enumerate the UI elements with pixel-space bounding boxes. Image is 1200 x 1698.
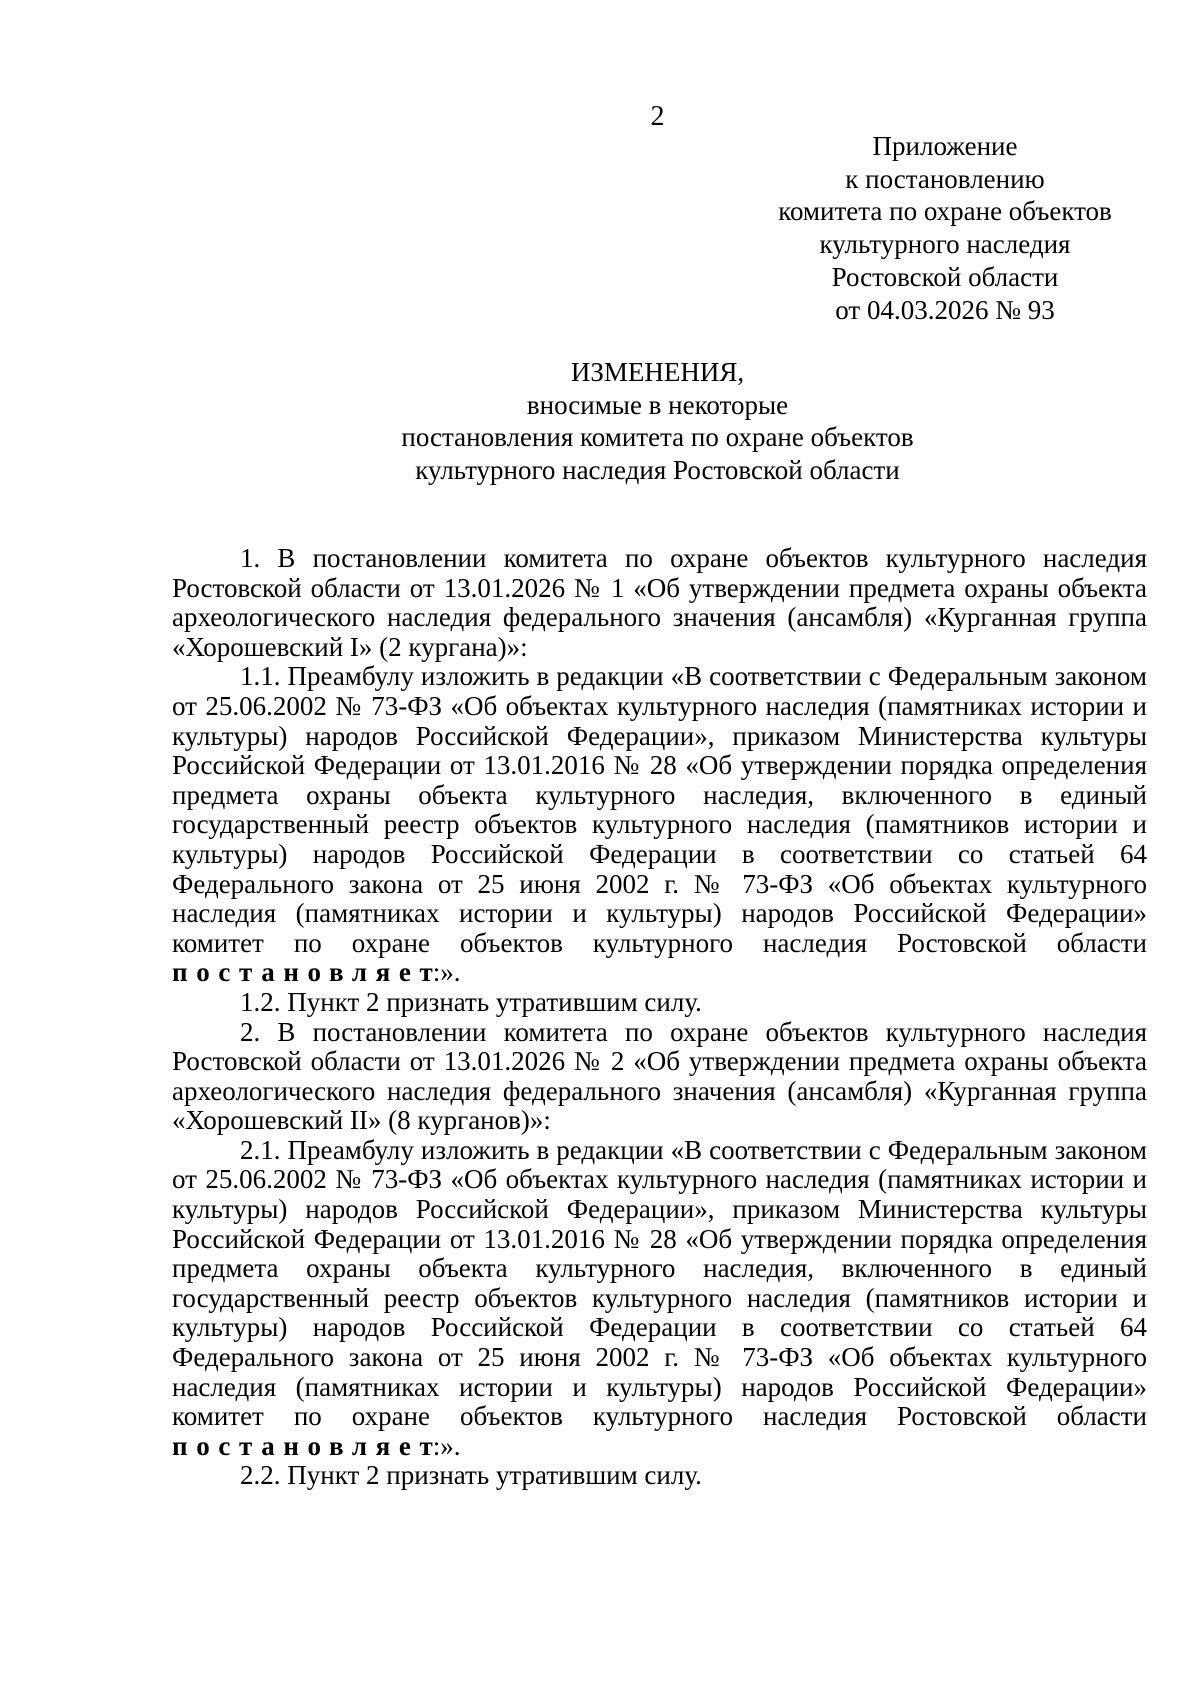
appendix-line: комитета по охране объектов (778, 196, 1112, 227)
page-number: 2 (650, 101, 665, 132)
item-1-1-text: 1.1. Преамбулу изложить в редакции «В соответствии с Федеральным законом от 25.06.2002 № 73-ФЗ «Об объектах культурного наследия (памятниках истории и культуры) народов Российской Федерации», приказом Министерства культуры Российской Федерации от 13.01.2016 № 28 «Об утверждении порядка определения предмета охраны объекта культурного наследия, включенного в единый государственный реестр объектов культурного наследия (памятников истории и культуры) народов Российской Федерации в соответствии со статьей 64 Федерального закона от 25 июня 2002 г. № 73-ФЗ «Об объектах культурного наследия (памятниках истории и культуры) народов Российской Федерации» комитет по охране объектов культурного наследия Ростовской области (172, 661, 1147, 958)
resolves-word: постановляет (172, 1430, 433, 1461)
appendix-line: Ростовской области (831, 261, 1059, 292)
document-title (170, 356, 1145, 486)
paragraph-item-2-2: 2.2. Пункт 2 признать утратившим силу. (240, 1460, 702, 1491)
appendix-line: к постановлению (845, 163, 1045, 194)
appendix-line: Приложение (872, 131, 1018, 161)
item-2-1-text: 2.1. Преамбулу изложить в редакции «В соответствии с Федеральным законом от 25.06.2002 № 73-ФЗ «Об объектах культурного наследия (памятниках истории и культуры) народов Российской Федерации», приказом Министерства культуры Российской Федерации от 13.01.2016 № 28 «Об утверждении порядка определения предмета охраны объекта культурного наследия, включенного в единый государственный реестр объектов культурного наследия (памятников истории и культуры) народов Российской Федерации в соответствии со статьей 64 Федерального закона от 25 июня 2002 г. № 73-ФЗ «Об объектах культурного наследия (памятниках истории и культуры) народов Российской Федерации» комитет по охране объектов культурного наследия Ростовской области (172, 1134, 1147, 1432)
paragraph-item-1-1 (172, 662, 1147, 988)
paragraph-item-2-1 (172, 1136, 1147, 1462)
paragraph-item-1-2: 1.2. Пункт 2 признать утратившим силу. (240, 986, 702, 1017)
title-line: постановления комитета по охране объектов (401, 422, 914, 452)
resolves-tail: :». (432, 1430, 461, 1461)
resolves-word: постановляет (172, 957, 433, 988)
paragraph-item-2: 2. В постановлении комитета по охране объектов культурного наследия Ростовской области от 13.01.2026 № 2 «Об утверждении предмета охраны объекта археологического наследия федерального значения (ансамбля) «Курганная группа «Хорошевский II» (8 курганов)»: (172, 1016, 1147, 1136)
appendix-header (735, 130, 1155, 326)
appendix-line: культурного наследия (819, 229, 1071, 260)
paragraph-item-1: 1. В постановлении комитета по охране объектов культурного наследия Ростовской области от 13.01.2026 № 1 «Об утверждении предмета охраны объекта археологического наследия федерального значения (ансамбля) «Курганная группа «Хорошевский I» (2 кургана)»: (172, 543, 1147, 662)
resolves-tail: :». (432, 957, 461, 988)
appendix-date-number: от 04.03.2026 № 93 (835, 294, 1055, 325)
title-line: культурного наследия Ростовской области (415, 454, 900, 485)
document-body (172, 544, 1147, 1491)
title-heading: ИЗМЕНЕНИЯ, (570, 357, 745, 387)
title-line: вносимые в некоторые (526, 389, 789, 420)
